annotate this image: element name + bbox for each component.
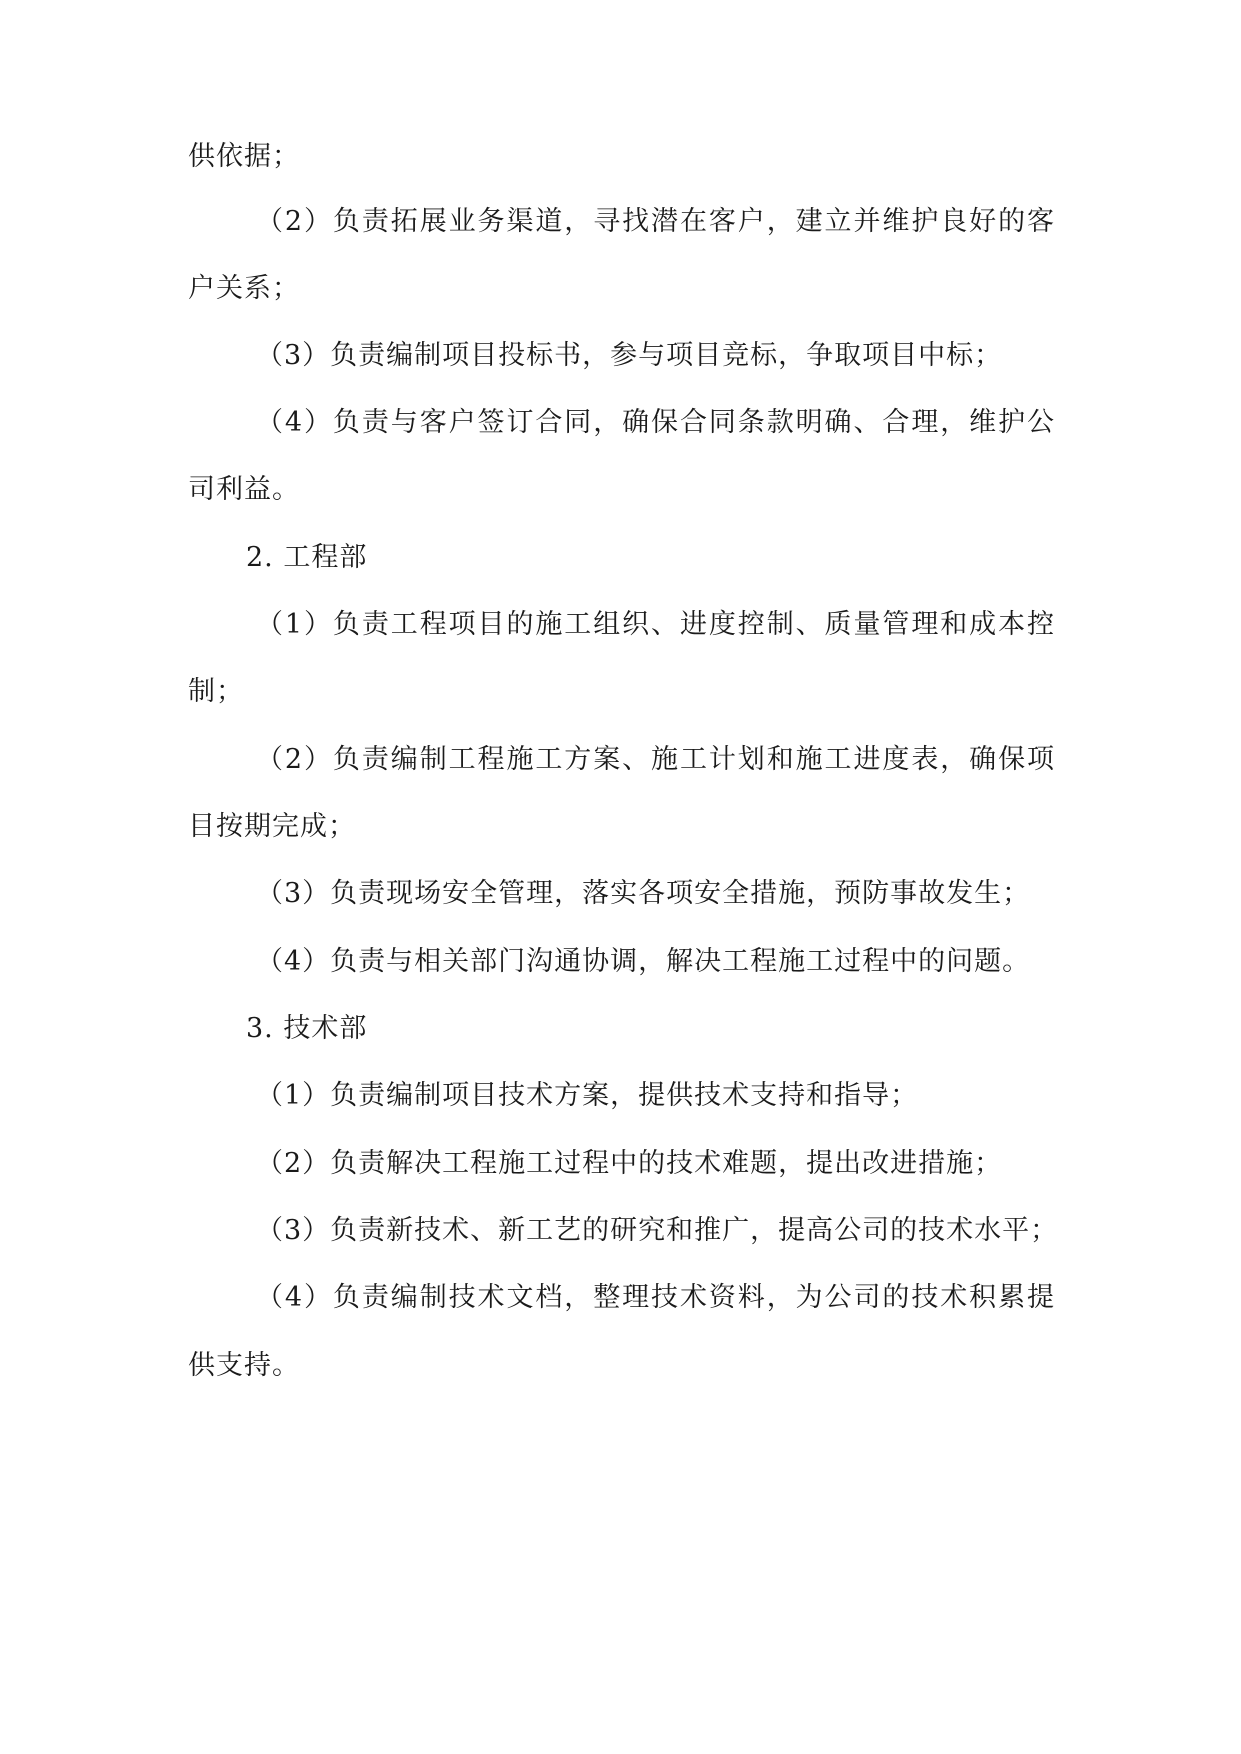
text-line: （1）负责编制项目技术方案，提供技术支持和指导； [256,1080,919,1111]
text-line: 目按期完成； [188,811,356,842]
text-line: （3）负责现场安全管理，落实各项安全措施，预防事故发生； [256,878,1031,909]
text-line: （4）负责与客户签订合同，确保合同条款明确、合理，维护公 [256,407,1055,438]
text-line: 司利益。 [188,474,300,505]
text-line: 制； [188,676,244,707]
text-line: （1）负责工程项目的施工组织、进度控制、质量管理和成本控 [256,609,1055,640]
text-line: 供支持。 [188,1350,300,1381]
text-line: （2）负责编制工程施工方案、施工计划和施工进度表，确保项 [256,744,1055,775]
text-line: （3）负责编制项目投标书，参与项目竞标，争取项目中标； [256,340,1003,371]
text-line: （4）负责编制技术文档，整理技术资料，为公司的技术积累提 [256,1282,1055,1313]
text-line: （3）负责新技术、新工艺的研究和推广，提高公司的技术水平； [256,1215,1059,1246]
text-line: 户关系； [188,273,300,304]
text-line: （2）负责拓展业务渠道，寻找潜在客户，建立并维护良好的客 [256,206,1055,237]
text-line: 供依据； [188,141,300,172]
section-heading: 2. 工程部 [246,542,368,573]
text-line: （4）负责与相关部门沟通协调，解决工程施工过程中的问题。 [256,946,1031,977]
text-line: （2）负责解决工程施工过程中的技术难题，提出改进措施； [256,1148,1003,1179]
section-heading: 3. 技术部 [246,1013,368,1044]
